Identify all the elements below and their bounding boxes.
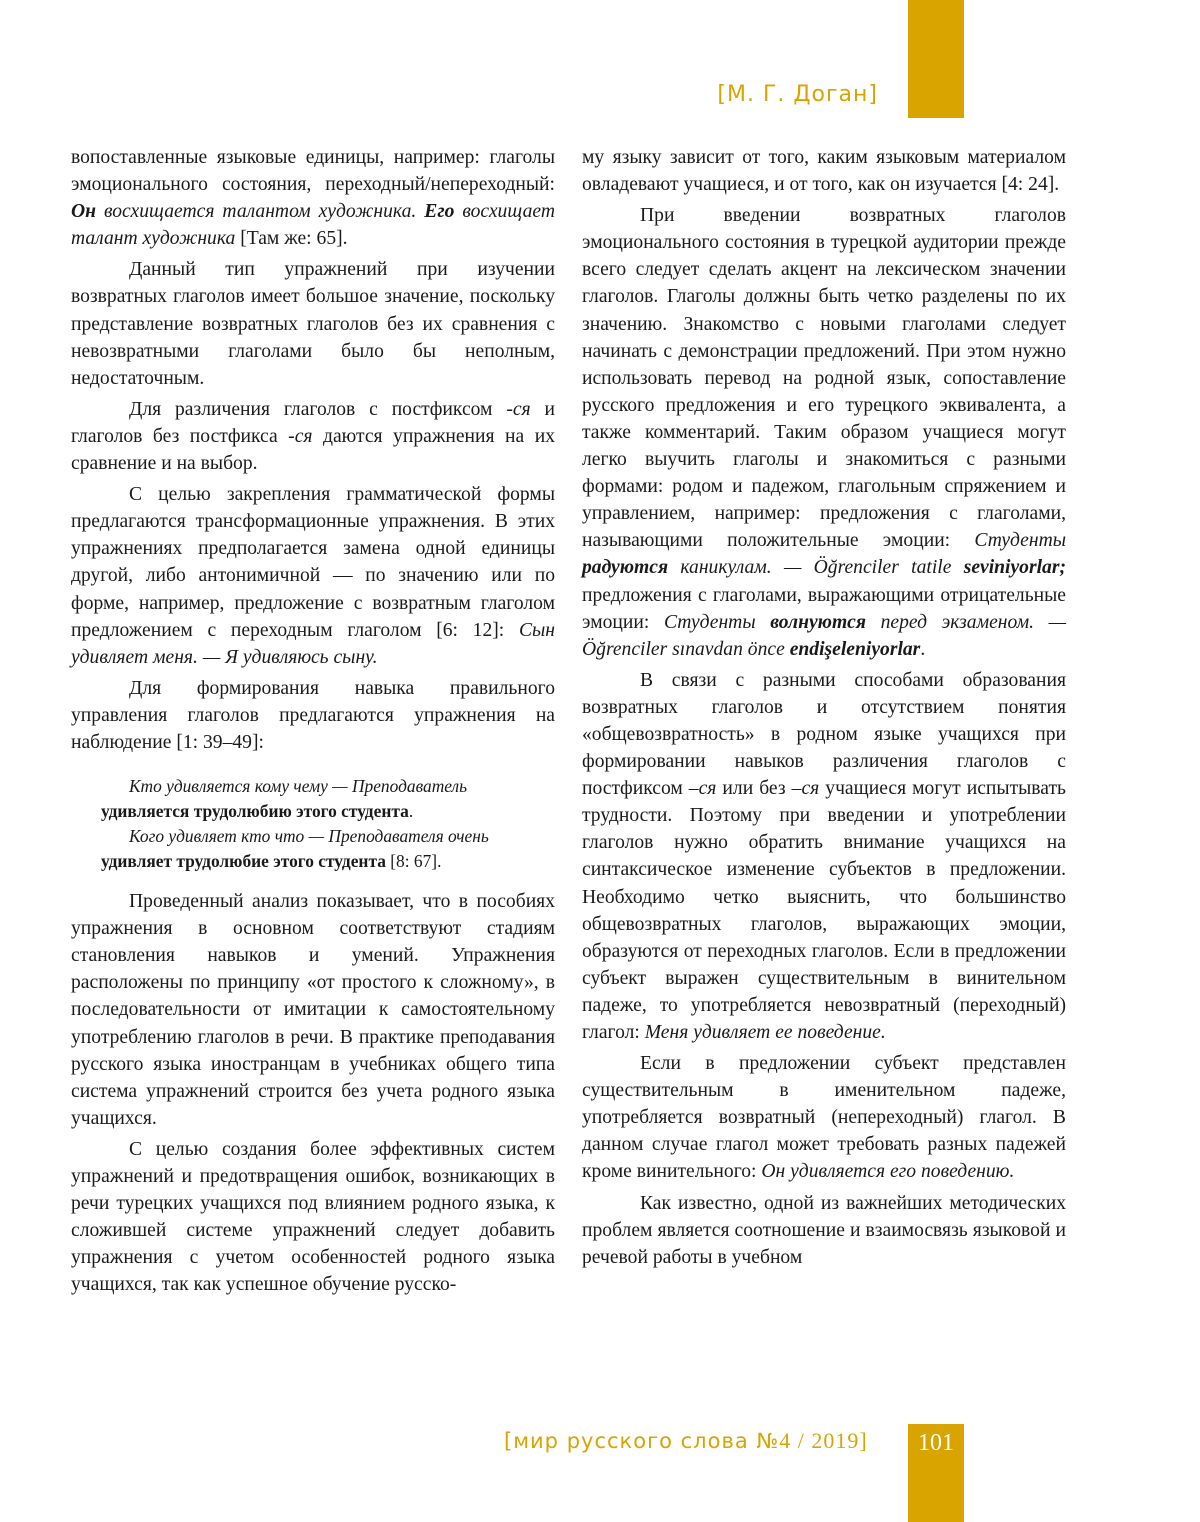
paragraph: Проведенный анализ показывает, что в пособиях упражнения в основном соответствуют стадиям становления навыков и умений. Упражнения расположены по принципу «от простого к сложному», в последовательности от имитации к самостоятельному употреблению глаголов в речи. В практике преподавания русского языка иностранцам в учебниках общего типа система упражнений строится без учета родного языка учащихся. bbox=[71, 891, 555, 1129]
paragraph: С целью закрепления грамматической формы предлагаются трансформационные упражнения. В этих упражнениях предполагается замена одной единицы другой, либо антонимичной — по значению или по форме, например, предложение с возвратным глаголом предложением с переходным глаголом [6: 12]: Сын удивляет меня. — Я удивляюсь сыну. bbox=[71, 484, 555, 668]
paragraph: С целью создания более эффективных систем упражнений и предотвращения ошибок, возникающих в речи турецких учащихся под влиянием родного языка, к сложившей системе упражнений следует добавить упражнения с учетом особенностей родного языка учащихся, так как успешное обучение русско- bbox=[71, 1138, 555, 1296]
journal-footer: [мир русского слова №4 / 2019] bbox=[504, 1428, 868, 1453]
paragraph: вопоставленные языковые единицы, например: глаголы эмоционального состояния, переходный/непереходный: Он восхищается талантом художника. Его восхищает талант художника [Там же: 65]. bbox=[71, 147, 555, 250]
paragraph: Для различения глаголов с постфиксом -ся и глаголов без постфикса -ся даются упражнения на их сравнение и на выбор. bbox=[71, 398, 555, 475]
paragraph: При введении возвратных глаголов эмоционального состояния в турецкой аудитории прежде всего следует сделать акцент на лексическом значении глаголов. Глаголы должны быть четко разделены по их значению. Знакомство с новыми глаголами следует начинать с демонстрации предложений. При этом нужно использовать перевод на родной язык, сопоставление русского предложения и его турецкого эквивалента, а также комментарий. Таким образом учащиеся могут легко выучить глаголы и знакомиться с разными формами: родом и падежом, глагольным спряжением и управлением, например: предложения с глаголами, называющими положительные эмоции: Студенты радуются каникулам. — Öğrenciler tatile seviniyorlar; предложения с глаголами, выражающими отрицательные эмоции: Студенты волнуются перед экзаменом. — Öğrenciler sınavdan önce endişeleniyorlar. bbox=[582, 205, 1067, 660]
paragraph: Если в предложении субъект представлен существительным в именительном падеже, употребляется возвратный (непереходный) глагол. В данном случае глагол может требовать разных падежей кроме винительного: Он удивляется его поведению. bbox=[582, 1053, 1066, 1183]
example-block bbox=[71, 774, 555, 874]
running-head-author: [М. Г. Доган] bbox=[717, 82, 878, 107]
example-line: Кого удивляет кто что — Преподавателя очень удивляет трудолюбие этого студента [8: 67]. bbox=[101, 826, 489, 872]
paragraph: Как известно, одной из важнейших методических проблем является соотношение и взаимосвязь языковой и речевой работы в учебном bbox=[582, 1192, 1066, 1268]
paragraph: Данный тип упражнений при изучении возвратных глаголов имеет большое значение, поскольку представление возвратных глаголов без их сравнения с невозвратными глаголами было бы неполным, недостаточным. bbox=[71, 259, 555, 389]
page-number: 101 bbox=[918, 1430, 954, 1456]
left-column bbox=[71, 144, 555, 1298]
paragraph: В связи с разными способами образования возвратных глаголов и отсутствием понятия «общевозвратность» в родном языке учащихся при формировании навыков различения глаголов с постфиксом –ся или без –ся учащиеся могут испытывать трудности. Поэтому при введении и употреблении глаголов нужно обратить внимание учащихся на синтаксическое изменение субъектов в предложении. Необходимо четко выяснить, что большинство общевозвратных глаголов, выражающих эмоции, образуются от переходных глаголов. Если в предложении субъект выражен существительным в винительном падеже, то употребляется невозвратный (переходный) глагол: Меня удивляет ее поведение. bbox=[582, 669, 1066, 1043]
paragraph: Для формирования навыка правильного управления глаголов предлагаются упражнения на наблюдение [1: 39–49]: bbox=[71, 677, 555, 753]
paragraph: му языку зависит от того, каким языковым материалом овладевают учащиеся, и от того, как он изучается [4: 24]. bbox=[582, 147, 1066, 196]
top-accent-bar bbox=[908, 0, 964, 118]
right-column bbox=[582, 144, 1066, 1271]
example-line: Кто удивляется кому чему — Преподаватель удивляется трудолюбию этого студента. bbox=[101, 776, 468, 822]
